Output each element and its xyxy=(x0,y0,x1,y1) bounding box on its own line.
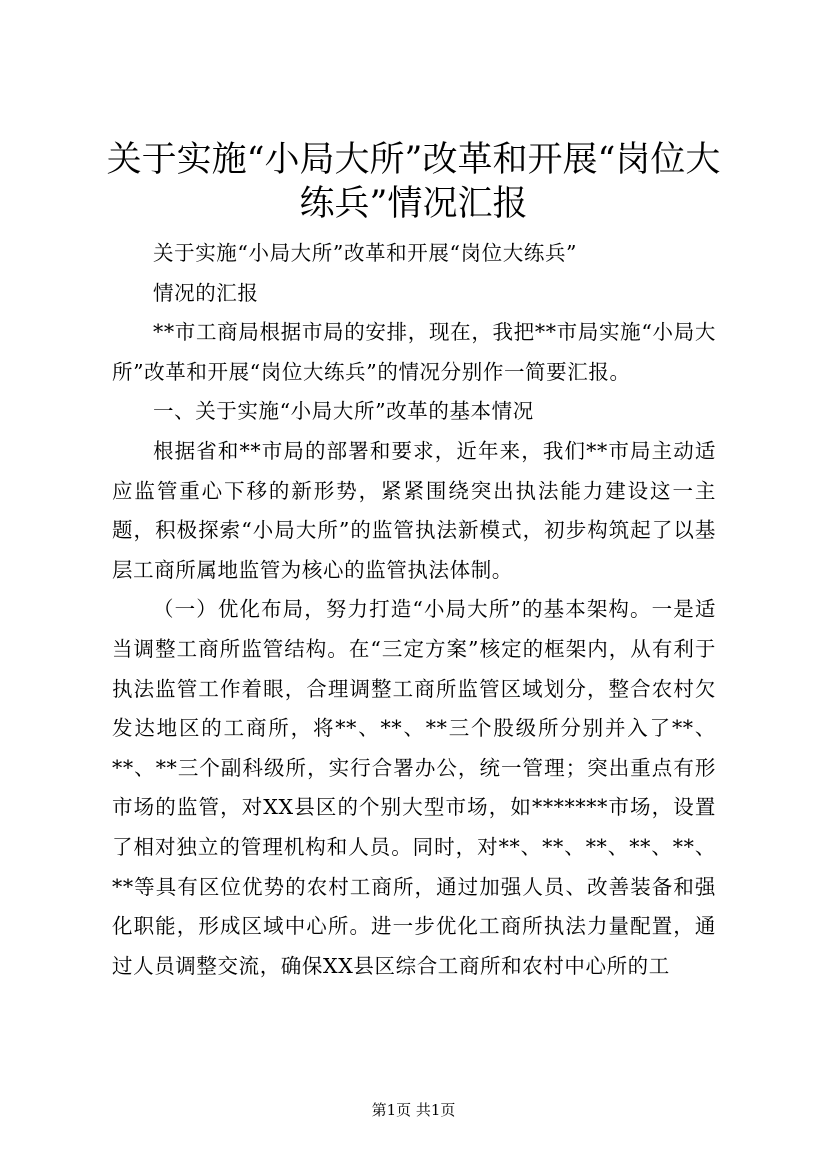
paragraph: 根据省和**市局的部署和要求，近年来，我们**市局主动适应监管重心下移的新形势，紧紧围绕突出执法能力建设这一主题，积极探索“小局大所”的监管执法新模式，初步构筑起了以基层工商所属地监管为核心的监管执法体制。 xyxy=(112,438,716,582)
document-body xyxy=(112,234,716,986)
document-title: 关于实施“小局大所”改革和开展“岗位大练兵”情况汇报 xyxy=(106,140,721,224)
paragraph: 关于实施“小局大所”改革和开展“岗位大练兵” xyxy=(153,241,578,265)
section-heading: 一、关于实施“小局大所”改革的基本情况 xyxy=(153,399,534,424)
page-footer: 第1页 共1页 xyxy=(371,1101,456,1119)
paragraph: （一）优化布局，努力打造“小局大所”的基本架构。一是适当调整工商所监管结构。在“三定方案”核定的框架内，从有利于执法监管工作着眼，合理调整工商所监管区域划分，整合农村欠发达地区的工商所，将**、**、**三个股级所分别并入了**、**、**三个副科级所，实行合署办公，统一管理；突出重点有形市场的监管，对XX县区的个别大型市场，如*******市场，设置了相对独立的管理机构和人员。同时，对**、**、**、**、**、**等具有区位优势的农村工商所，通过加强人员、改善装备和强化职能，形成区域中心所。进一步优化工商所执法力量配置，通过人员调整交流，确保XX县区综合工商所和农村中心所的工 xyxy=(112,597,716,978)
paragraph: **市工商局根据市局的安排，现在，我把**市局实施“小局大所”改革和开展“岗位大练兵”的情况分别作一简要汇报。 xyxy=(112,320,716,384)
paragraph: 情况的汇报 xyxy=(153,280,259,305)
